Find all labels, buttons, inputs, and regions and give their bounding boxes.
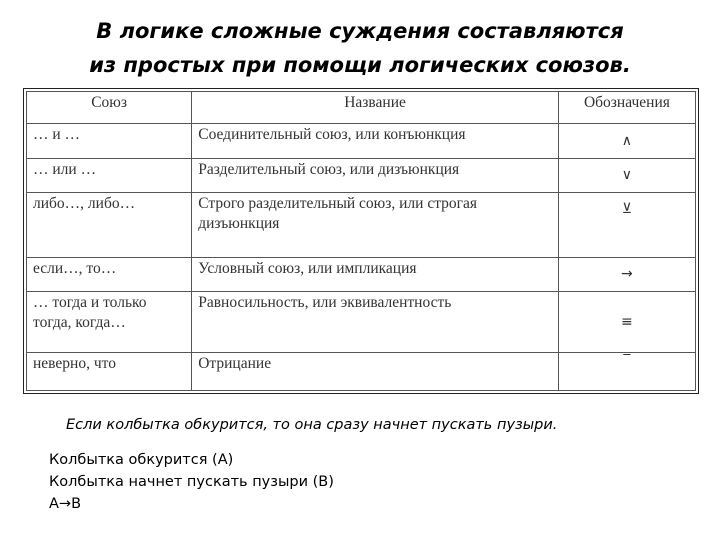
title-line-2: из простых при помощи логических союзов. [89,53,631,77]
statement-b: Колбытка начнет пускать пузыри (В) [49,474,334,490]
cell-conjunction: … или … [27,158,192,192]
implication-formula: А→В [49,496,82,512]
cell-name: Строго разделительный союз, или строгая дизъюнкция [192,193,559,258]
table-row [27,291,696,352]
cell-name: Равносильность, или эквивалентность [192,291,559,352]
cell-symbol: → [558,257,695,291]
table-row [27,352,696,390]
table-row [27,193,696,258]
table-row [27,257,696,291]
cell-name: Условный союз, или импликация [192,257,559,291]
header-notation: Обозначения [558,92,695,124]
cell-symbol: ⊻ [558,193,695,258]
logic-connectives-table-frame [23,88,699,394]
cell-symbol [558,352,695,390]
example-statements [49,449,334,515]
page-title [0,14,720,82]
cell-symbol: ≡ [558,291,695,352]
table-row [27,158,696,192]
cell-conjunction: если…, то… [27,257,192,291]
cell-name: Отрицание [192,352,559,390]
statement-a: Колбытка обкурится (А) [49,452,234,468]
cell-conjunction: … и … [27,124,192,158]
negation-symbol: ‾ [623,353,631,370]
logic-connectives-table [26,91,696,391]
example-sentence: Если колбытка обкурится, то она сразу начнет пускать пузыри. [66,417,558,433]
header-conjunction: Союз [27,92,192,124]
cell-conjunction: либо…, либо… [27,193,192,258]
cell-conjunction: неверно, что [27,352,192,390]
cell-conjunction: … тогда и только тогда, когда… [27,291,192,352]
cell-symbol: ∨ [558,158,695,192]
cell-name: Разделительный союз, или дизъюнкция [192,158,559,192]
table-row [27,124,696,158]
header-name: Название [192,92,559,124]
title-line-1: В логике сложные суждения составляются [96,19,624,43]
table-header-row [27,92,696,124]
cell-symbol: ∧ [558,124,695,158]
cell-name: Соединительный союз, или конъюнкция [192,124,559,158]
